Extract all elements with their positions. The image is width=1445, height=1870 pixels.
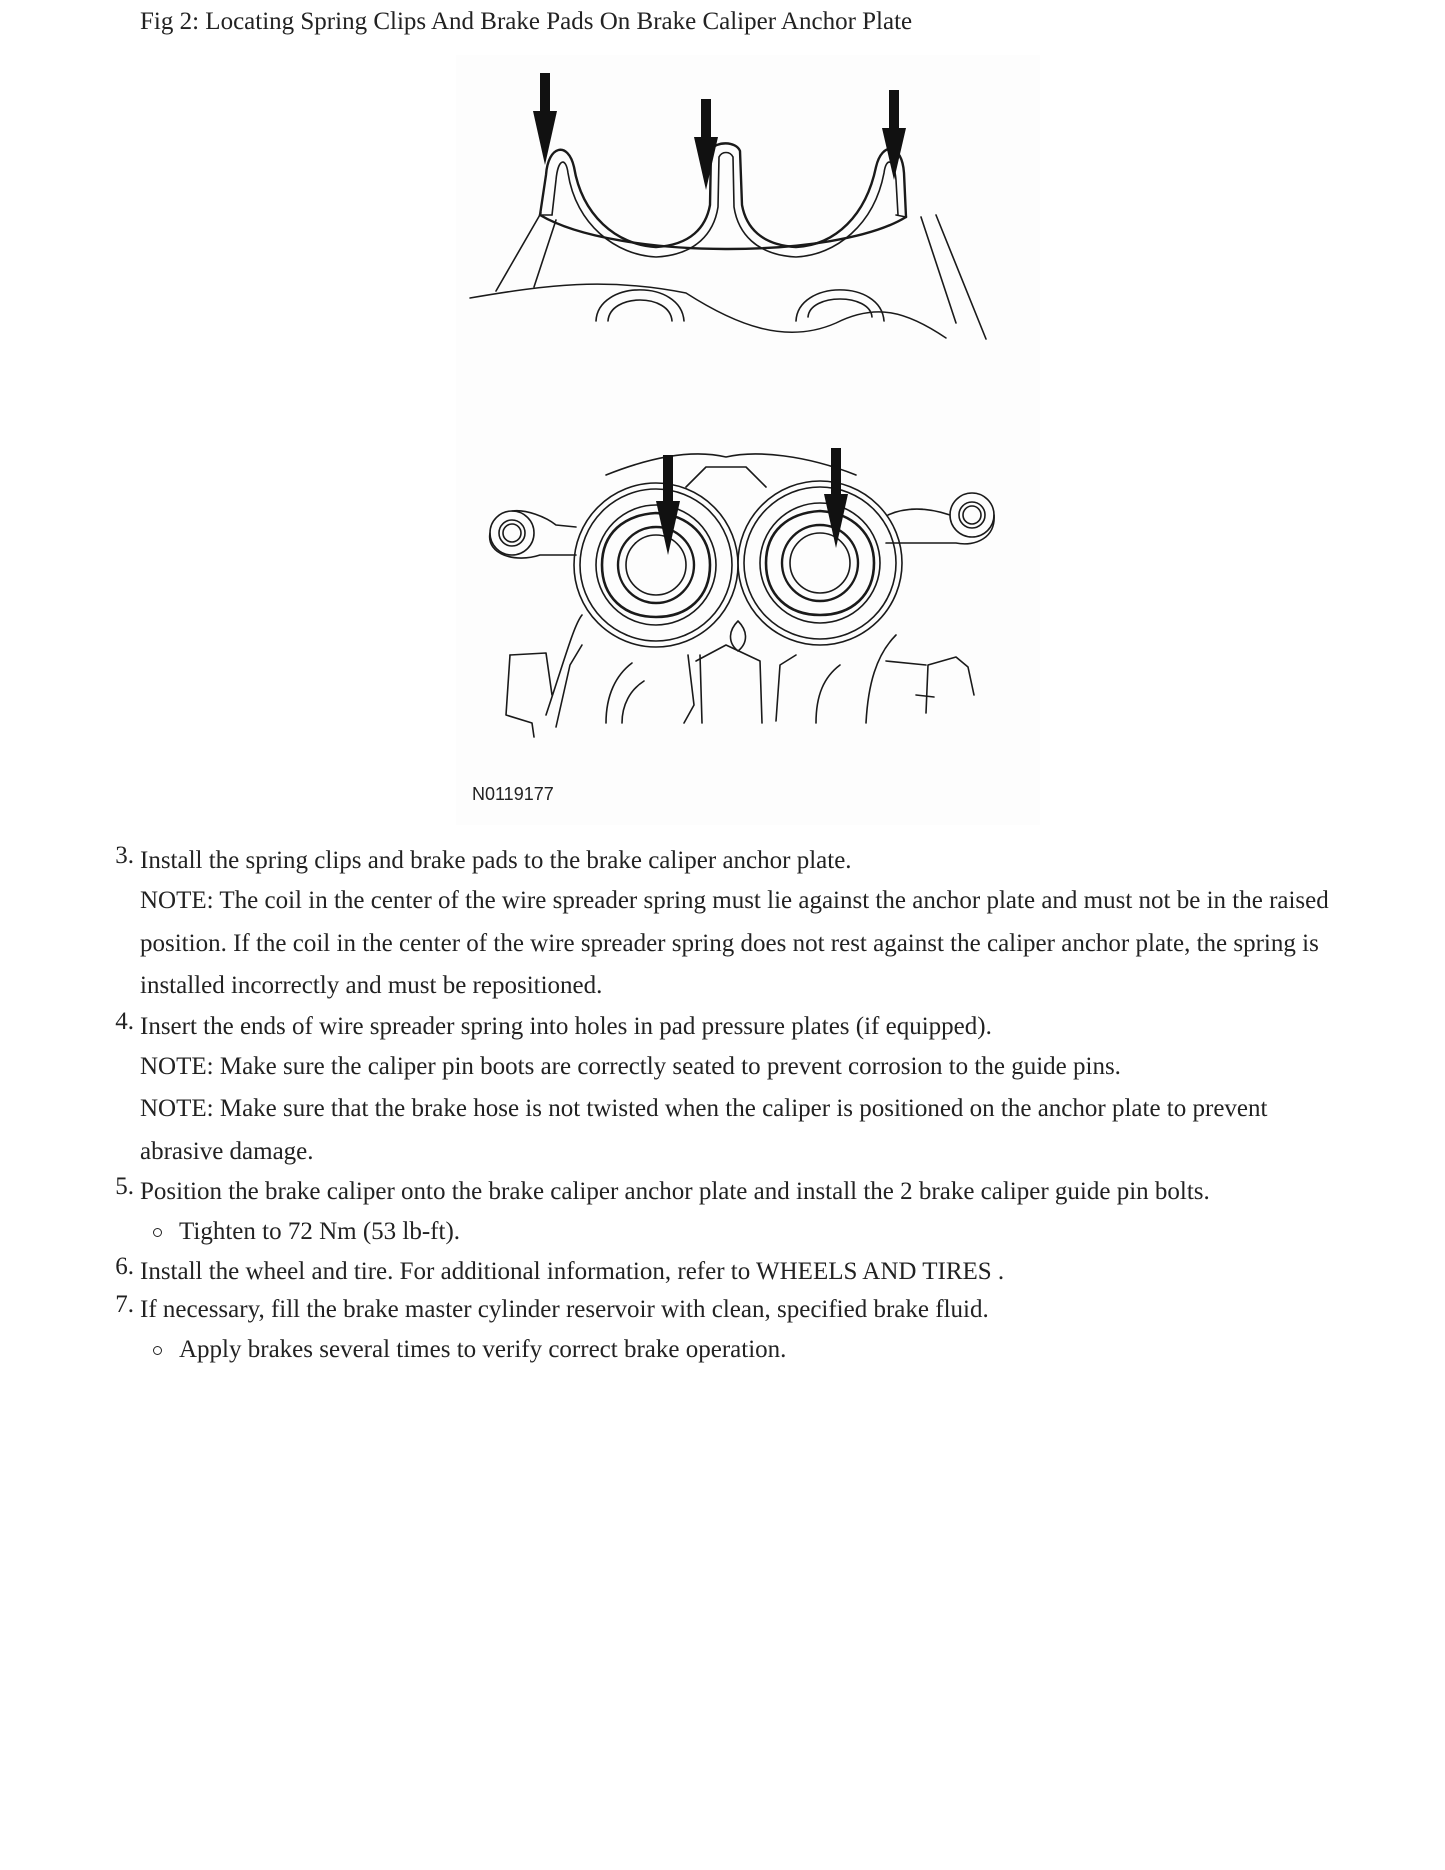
step-5 (0, 1173, 1445, 1253)
figure-label: N0119177 (472, 784, 554, 804)
step-note: NOTE: Make sure that the brake hose is not twisted when the caliper is positioned on the anchor plate to prevent abrasive damage. (140, 1095, 1268, 1165)
step-7 (0, 1291, 1445, 1371)
brake-caliper-figure (456, 55, 1040, 825)
step-4 (0, 1008, 1445, 1174)
sub-bullets (140, 1329, 1385, 1371)
step-3 (0, 842, 1445, 1008)
bullet-item (140, 1211, 1385, 1253)
step-text: Install the spring clips and brake pads to the brake caliper anchor plate. (140, 847, 852, 874)
step-text: If necessary, fill the brake master cylinder reservoir with clean, specified brake fluid. (140, 1296, 989, 1323)
bullet-text: Apply brakes several times to verify correct brake operation. (179, 1336, 787, 1363)
sub-bullets (140, 1211, 1385, 1253)
step-note: NOTE: The coil in the center of the wire spreader spring must lie against the anchor plate and must not be in the raised position. If the coil in the center of the wire spreader spring does not rest against the caliper anchor plate, the spring is installed incorrectly and must be repositioned. (140, 887, 1329, 999)
brake-caliper-illustration (456, 55, 1040, 825)
hollow-circle-bullet-icon (153, 1228, 162, 1237)
step-note: NOTE: Make sure the caliper pin boots are correctly seated to prevent corrosion to the guide pins. (140, 1052, 1121, 1080)
step-number: 4. (115, 1007, 134, 1035)
bullet-item (140, 1329, 1385, 1371)
step-number: 3. (115, 842, 134, 869)
step-number: 6. (115, 1253, 134, 1280)
step-text: Insert the ends of wire spreader spring into holes in pad pressure plates (if equipped). (140, 1012, 992, 1040)
hollow-circle-bullet-icon (153, 1346, 162, 1355)
step-number: 5. (115, 1173, 134, 1200)
step-number: 7. (115, 1291, 134, 1318)
procedure-steps (0, 842, 1445, 1371)
figure-caption: Fig 2: Locating Spring Clips And Brake Pads On Brake Caliper Anchor Plate (140, 8, 913, 35)
step-text: Install the wheel and tire. For additional information, refer to WHEELS AND TIRES . (140, 1258, 1005, 1285)
bullet-text: Tighten to 72 Nm (53 lb-ft). (179, 1218, 461, 1245)
step-text: Position the brake caliper onto the brake caliper anchor plate and install the 2 brake caliper guide pin bolts. (140, 1178, 1210, 1205)
step-6 (0, 1253, 1445, 1291)
